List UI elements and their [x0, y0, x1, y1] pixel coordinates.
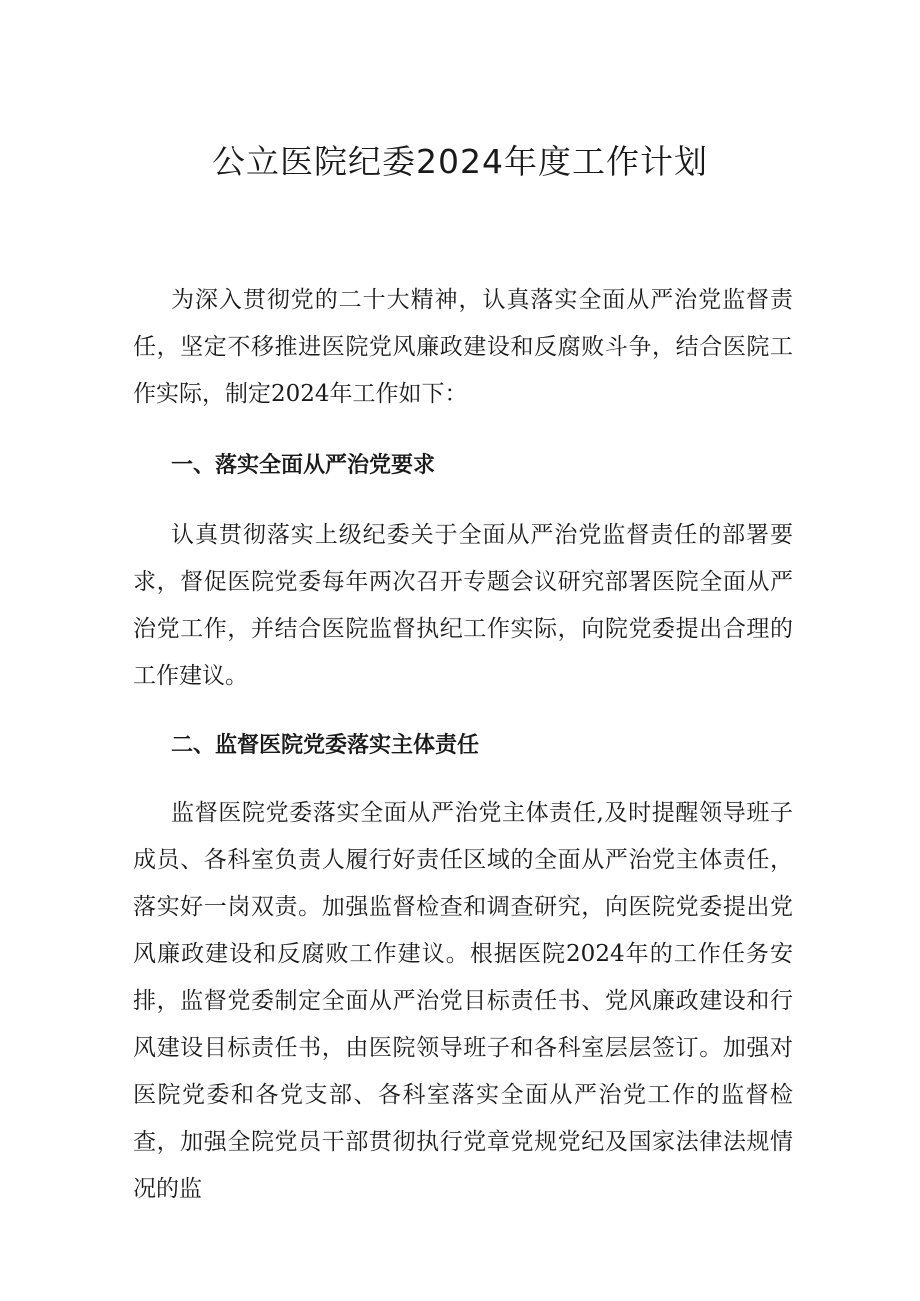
document-title: 公立医院纪委2024年度工作计划	[212, 142, 708, 181]
section-2-paragraph: 监督医院党委落实全面从严治党主体责任,及时提醒领导班子成员、各科室负责人履行好责任区域的全面从严治党主体责任，落实好一岗双责。加强监督检查和调查研究，向医院党委提出党风廉政建设和反腐败工作建议。根据医院2024年的工作任务安排，监督党委制定全面从严治党目标责任书、党风廉政建设和行风建设目标责任书，由医院领导班子和各科室层层签订。加强对医院党委和各党支部、各科室落实全面从严治党工作的监督检查，加强全院党员干部贯彻执行党章党规党纪及国家法律法规情况的监	[133, 800, 793, 1202]
section-2-heading: 二、监督医院党委落实主体责任	[171, 733, 480, 758]
section-1-heading: 一、落实全面从严治党要求	[171, 453, 436, 478]
section-1-paragraph: 认真贯彻落实上级纪委关于全面从严治党监督责任的部署要求，督促医院党委每年两次召开专题会议研究部署医院全面从严治党工作，并结合医院监督执纪工作实际，向院党委提出合理的工作建议。	[133, 522, 793, 689]
intro-paragraph: 为深入贯彻党的二十大精神，认真落实全面从严治党监督责任，坚定不移推进医院党风廉政建设和反腐败斗争，结合医院工作实际，制定2024年工作如下：	[133, 287, 793, 407]
